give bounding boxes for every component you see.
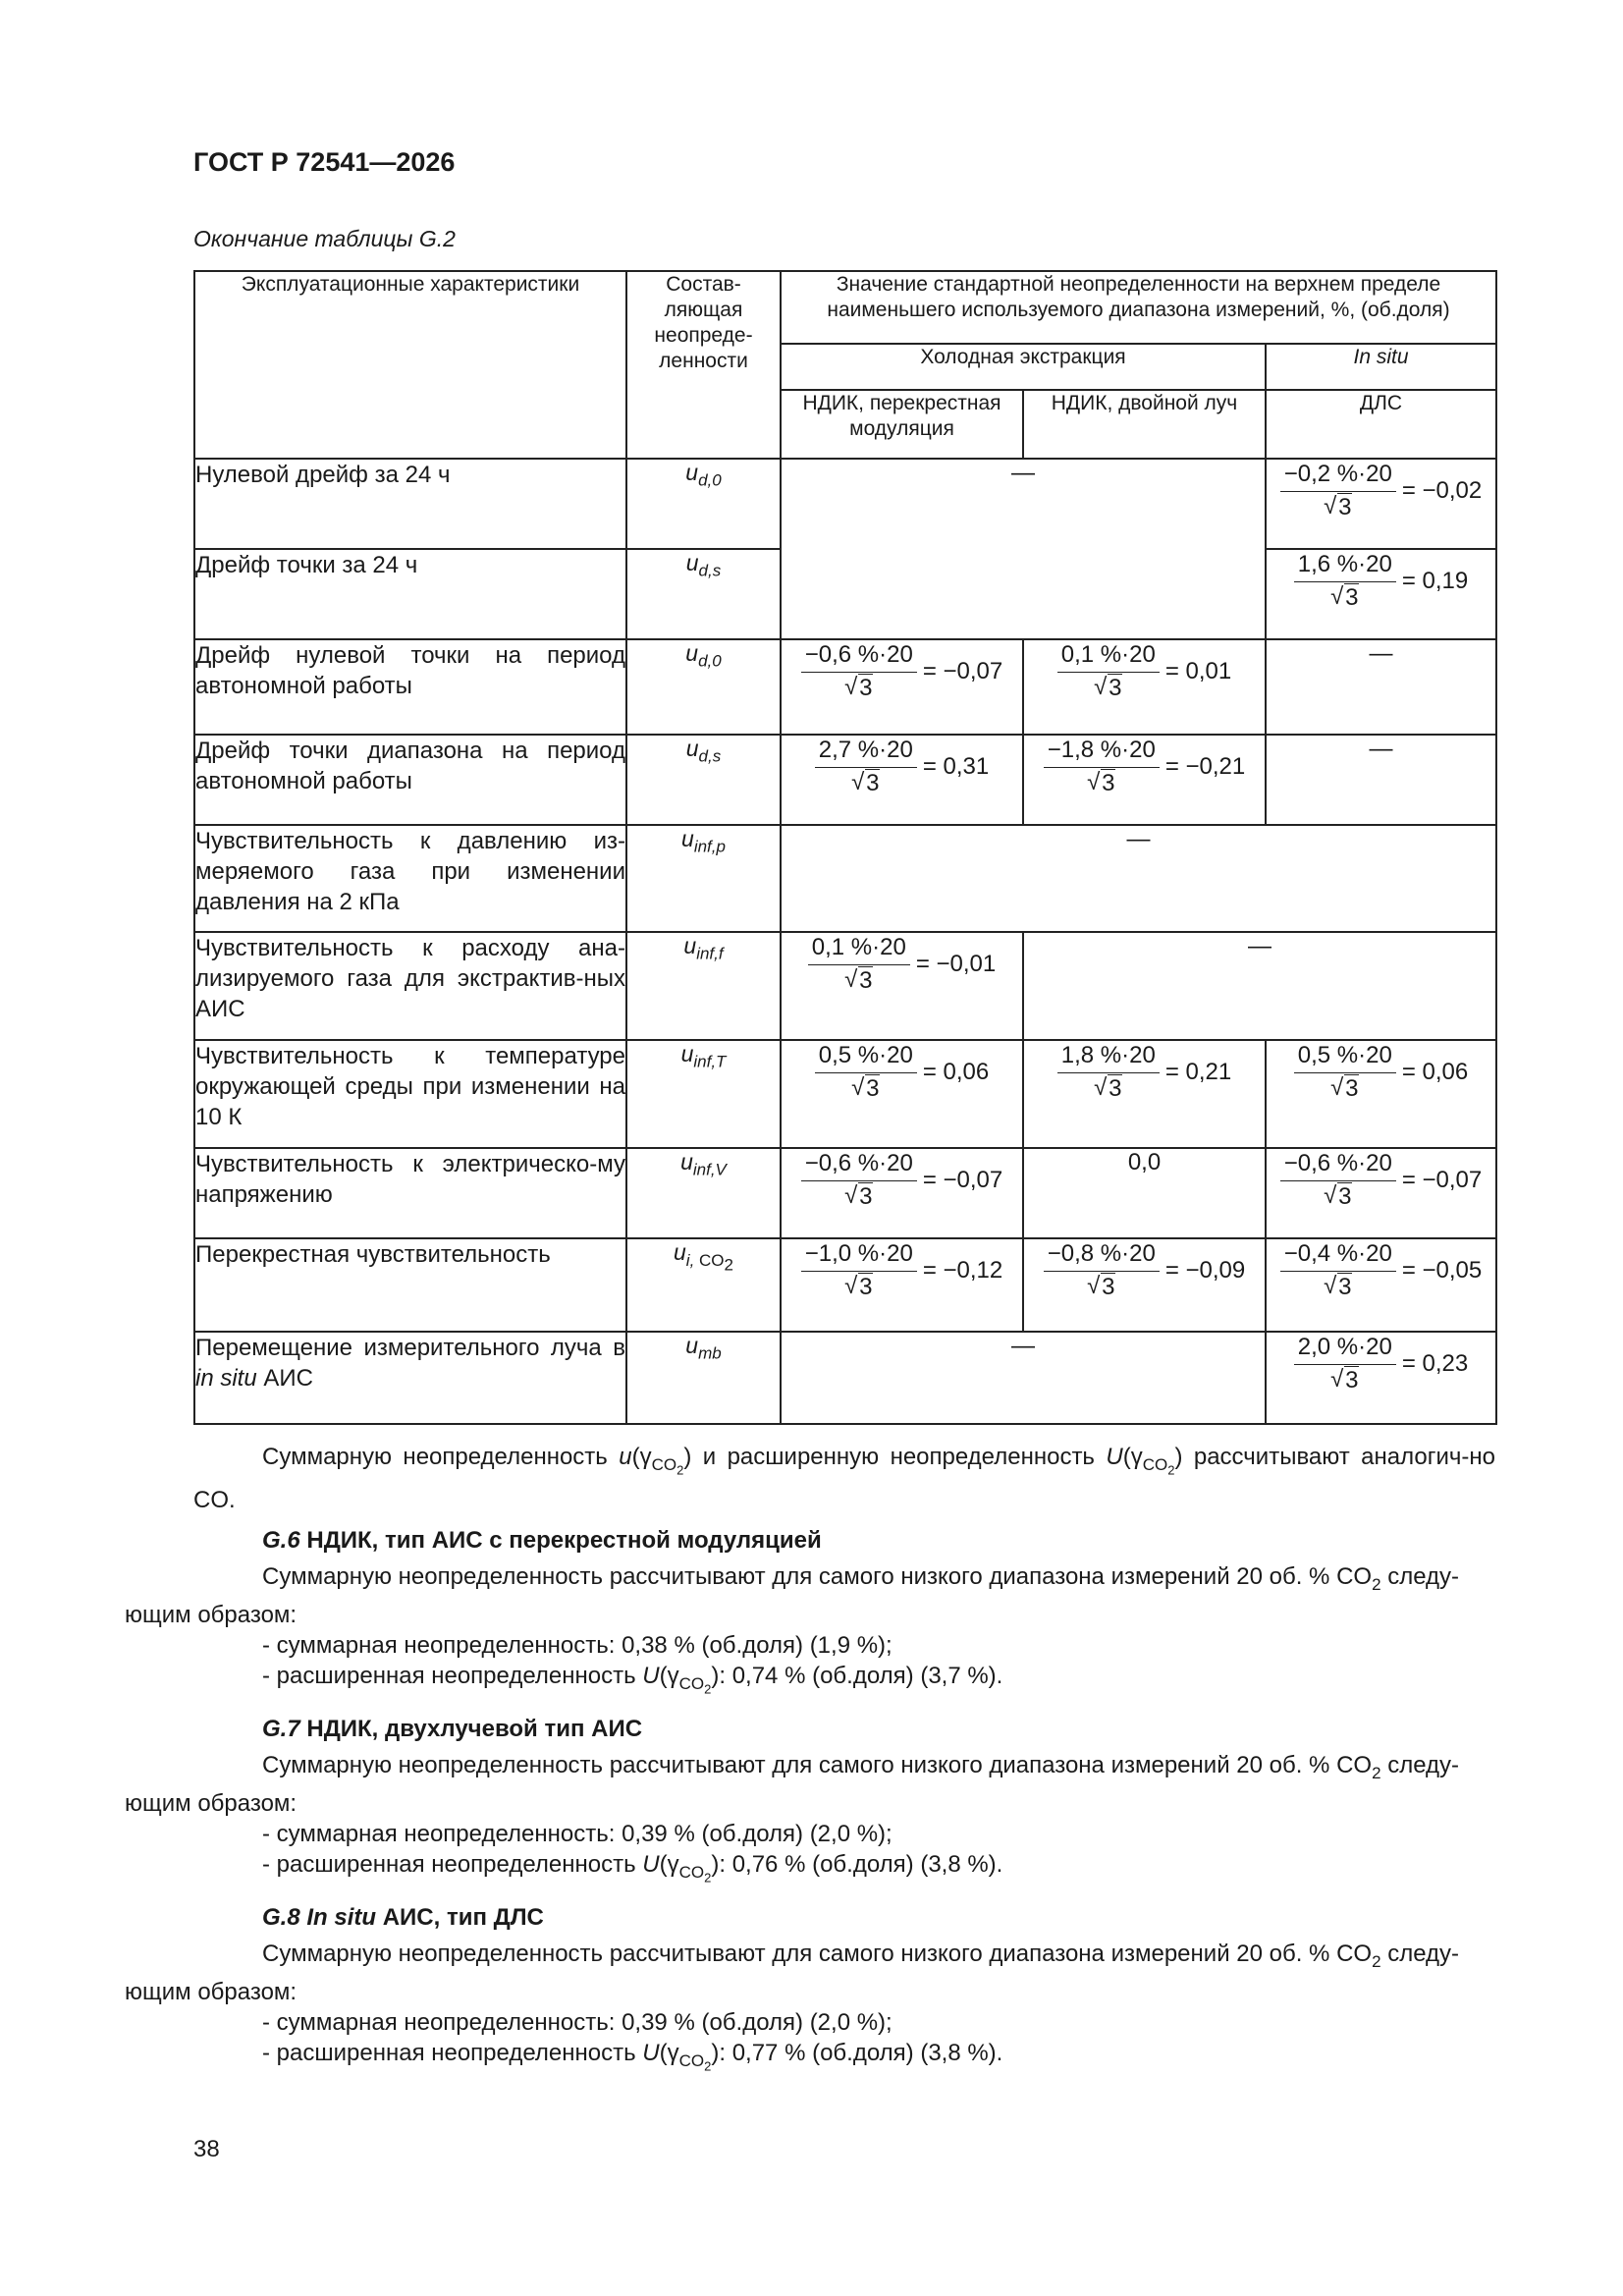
list-item: - расширенная неопределенность $U(\gamma_{CO_2})$: 0,74 % (об.доля) (3,7 %).: [262, 1662, 1003, 1697]
row-name: Чувствительность к электрическо-му напряжению: [194, 1148, 626, 1238]
dash-cell: —: [781, 1332, 1266, 1424]
header-in-situ: In situ: [1266, 344, 1496, 390]
uncertainty-table: [193, 270, 1497, 1425]
symbol: $u_{i, CO_2}$: [626, 1238, 781, 1332]
value-cell: −0,6 %·20 √ 3 = −0,07: [781, 1148, 1023, 1238]
header-value-group: Значение стандартной неопределенности на верхнем пределе наименьшего используемого диапазона измерений, %, (об.доля): [781, 271, 1496, 344]
row-name: Чувствительность к расходу ана-лизируемого газа для экстрактив-ных АИС: [194, 932, 626, 1040]
header-ndik-cross: НДИК, перекрестная модуляция: [781, 390, 1023, 459]
value-cell: 1,6 %·20 √ 3 = 0,19: [1266, 549, 1496, 639]
table-row: [194, 825, 1496, 932]
value-cell: −0,8 %·20 √ 3 = −0,09: [1023, 1238, 1266, 1332]
symbol: $u_{inf,T}$: [626, 1040, 781, 1148]
page-number: 38: [193, 2136, 220, 2162]
value-cell: −0,6 %·20 √ 3 = −0,07: [1266, 1148, 1496, 1238]
symbol: $u_{mb}$: [626, 1332, 781, 1424]
row-name: Чувствительность к температуре окружающей среды при изменении на 10 К: [194, 1040, 626, 1148]
value-cell: 0,1 %·20 √ 3 = −0,01: [781, 932, 1023, 1040]
value-cell: 1,8 %·20 √ 3 = 0,21: [1023, 1040, 1266, 1148]
symbol: $u_{inf,f}$: [626, 932, 781, 1040]
header-component: Состав-ляющая неопреде-ленности: [626, 271, 781, 459]
symbol: $u_{d,0}$: [626, 459, 781, 549]
table-row: [194, 1238, 1496, 1332]
value-cell: −0,4 %·20 √ 3 = −0,05: [1266, 1238, 1496, 1332]
dash-cell: —: [1023, 932, 1496, 1040]
row-name: Перемещение измерительного луча в in situ АИС: [194, 1332, 626, 1424]
section-heading-g7: G.7 НДИК, двухлучевой тип АИС: [262, 1716, 643, 1743]
dash-cell: —: [781, 825, 1496, 932]
table-row: [194, 1332, 1496, 1424]
symbol: $u_{inf,p}$: [626, 825, 781, 932]
body-text: [125, 1442, 1495, 2081]
symbol: $u_{inf,V}$: [626, 1148, 781, 1238]
document-header: ГОСТ Р 72541—2026: [193, 147, 456, 177]
table-caption: Окончание таблицы G.2: [193, 226, 456, 251]
calc-paragraph: Суммарную неопределенность рассчитывают для самого низкого диапазона измерений 20 об. % $CO_2$ следу- ющим образом:: [125, 1941, 1460, 2005]
value-cell: −1,0 %·20 √ 3 = −0,12: [781, 1238, 1023, 1332]
value-cell: 0,0: [1023, 1148, 1266, 1238]
row-name: Нулевой дрейф за 24 ч: [194, 459, 626, 549]
symbol: $u_{d,s}$: [626, 735, 781, 825]
value-cell: 0,5 %·20 √ 3 = 0,06: [781, 1040, 1023, 1148]
table-row: [194, 932, 1496, 1040]
dash-cell: —: [1266, 735, 1496, 825]
table-row: [194, 1148, 1496, 1238]
dash-cell: —: [1266, 639, 1496, 735]
value-cell: −1,8 %·20 √ 3 = −0,21: [1023, 735, 1266, 825]
row-name: Чувствительность к давлению из-меряемого газа при изменении давления на 2 кПа: [194, 825, 626, 932]
header-dls: ДЛС: [1266, 390, 1496, 459]
row-name: Дрейф точки за 24 ч: [194, 549, 626, 639]
value-cell: 2,0 %·20 √ 3 = 0,23: [1266, 1332, 1496, 1424]
table-row: [194, 639, 1496, 735]
value-cell: −0,6 %·20 √ 3 = −0,07: [781, 639, 1023, 735]
table-row: [194, 735, 1496, 825]
header-cold-extraction: Холодная экстракция: [781, 344, 1266, 390]
value-cell: 2,7 %·20 √ 3 = 0,31: [781, 735, 1023, 825]
dash-cell: —: [781, 459, 1266, 639]
list-item: - суммарная неопределенность: 0,39 % (об.доля) (2,0 %);: [262, 1820, 893, 1847]
value-cell: 0,1 %·20 √ 3 = 0,01: [1023, 639, 1266, 735]
list-item: - суммарная неопределенность: 0,38 % (об.доля) (1,9 %);: [262, 1631, 893, 1659]
value-cell: −0,2 %·20 √ 3 = −0,02: [1266, 459, 1496, 549]
value-cell: 0,5 %·20 √ 3 = 0,06: [1266, 1040, 1496, 1148]
table-row: [194, 459, 1496, 549]
symbol: $u_{d,0}$: [626, 639, 781, 735]
symbol: $u_{d,s}$: [626, 549, 781, 639]
row-name: Дрейф нулевой точки на период автономной работы: [194, 639, 626, 735]
header-ndik-dual: НДИК, двойной луч: [1023, 390, 1266, 459]
row-name: Перекрестная чувствительность: [194, 1238, 626, 1332]
list-item: - расширенная неопределенность $U(\gamma_{CO_2})$: 0,76 % (об.доля) (3,8 %).: [262, 1850, 1003, 1886]
table-row: [194, 1040, 1496, 1148]
list-item: - суммарная неопределенность: 0,39 % (об.доля) (2,0 %);: [262, 2008, 893, 2036]
section-heading-g8: G.8 In situ АИС, тип ДЛС: [262, 1904, 544, 1932]
row-name: Дрейф точки диапазона на период автономной работы: [194, 735, 626, 825]
summary-paragraph: Суммарную неопределенность $u(\gamma_{CO_2})$ и расширенную неопределенность $U(\gamma_{CO_2})$ рассчитывают аналогич-но CO.: [193, 1444, 1495, 1514]
calc-paragraph: Суммарную неопределенность рассчитывают для самого низкого диапазона измерений 20 об. % $CO_2$ следу- ющим образом:: [125, 1563, 1460, 1628]
header-characteristics: Эксплуатационные характеристики: [194, 271, 626, 459]
section-heading-g6: G.6 НДИК, тип АИС с перекрестной модуляцией: [262, 1527, 822, 1555]
list-item: - расширенная неопределенность $U(\gamma_{CO_2})$: 0,77 % (об.доля) (3,8 %).: [262, 2039, 1003, 2074]
calc-paragraph: Суммарную неопределенность рассчитывают для самого низкого диапазона измерений 20 об. % $CO_2$ следу- ющим образом:: [125, 1752, 1460, 1817]
